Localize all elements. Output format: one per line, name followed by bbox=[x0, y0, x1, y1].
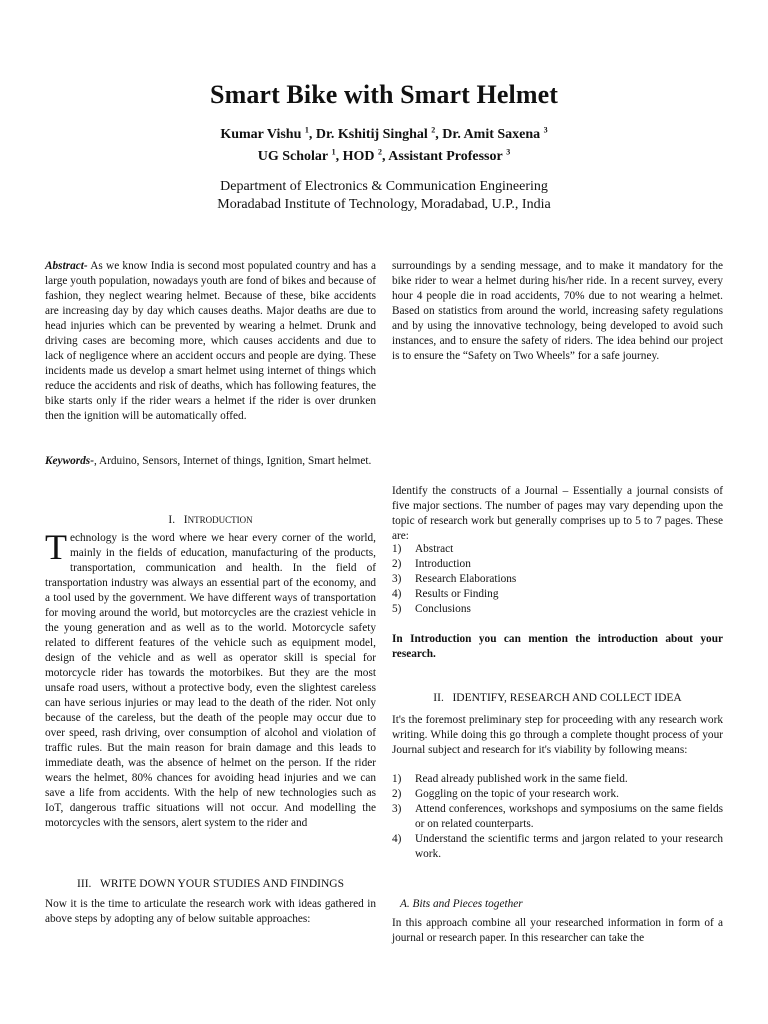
department: Department of Electronics & Communication Engineering bbox=[220, 179, 548, 194]
identify-research-paragraph: It's the foremost preliminary step for proceeding with any research work writing. While doing this go through a complete thought process of your Journal subject and research for it's viability by following means: bbox=[392, 714, 723, 756]
heading-initial: I bbox=[183, 514, 188, 526]
role-marker: 2 bbox=[378, 147, 383, 157]
list-item bbox=[392, 542, 723, 557]
section-title: WRITE DOWN YOUR STUDIES AND FINDINGS bbox=[100, 878, 344, 890]
institute: Moradabad Institute of Technology, Moradabad, U.P., India bbox=[217, 197, 551, 212]
list-item bbox=[392, 602, 723, 617]
introduction-paragraph bbox=[45, 527, 376, 831]
research-means-list bbox=[392, 772, 723, 862]
abstract-label: Abstract- bbox=[45, 260, 88, 272]
introduction-text: echnology is the word where we hear every corner of the world, mainly in the fields of education, manufacturing of the products, transportation, communication and health. In the field of transportation industry was always an essential part of the economy, and a tool used by the government. We have different ways of transportation for moving around the world, but motorcycles are the craziest vehicle in the young generation and as well as to the world. Motorcycle safety related to different features of the vehicle such as equipment model, design of the vehicle and as well as operator skill is special for motorcycle rider has towards the motorbikes. But they are the most unsafe road users, without a protective body, even the slightest careless can have serious injuries or may lead to the death of the rider. Not only because of the careless, but the death of the people may occur due to over speed, rash driving, over consumption of alcohol and violation of traffic rules. But the main reason for brain damage and this leads to immediate death, was the absence of helmet on the person. If the rider wears the helmet, 80% chances for avoiding head injuries and we can save a life from accidents. With the help of new technologies such as IoT, dangerous traffic situations will not occur. And modelling the motorcycles with the sensors, alert system to the rider and bbox=[45, 532, 376, 829]
keywords-text: , Arduino, Sensors, Internet of things, Ignition, Smart helmet. bbox=[93, 455, 372, 467]
sections-list bbox=[392, 542, 723, 617]
author-name: Dr. Kshitij Singhal bbox=[315, 127, 428, 142]
author-affiliation-marker: 3 bbox=[543, 125, 548, 135]
list-item bbox=[392, 832, 723, 862]
section-numeral: I. bbox=[168, 514, 176, 526]
continued-paragraph: surroundings by a sending message, and to make it mandatory for the bike rider to wear a helmet during his/her ride. In a recent survey, every hour 4 people die in road accidents, 70% due to not wearing a helmet. Based on statistics from around the world, increasing safety regulations and by using the innovative technology, being developed to avoid such instances, and to ensure the safety of riders. The idea behind our project is to ensure the “Safety on Two Wheels” for a safe journey. bbox=[392, 260, 723, 362]
list-text: Research Elaborations bbox=[415, 573, 517, 585]
abstract-text: As we know India is second most populated country and has a large youth population, nowadays youth are fond of bikes and because of fashion, they neglect wearing helmet. Because of these, bike accidents are increasing day by day which causes deaths. Major deaths are due to head injuries which can be prevented by wearing a helmet. Drunk and driving cases are becoming more, which causes accidents and due to lack of negligence where an accident occurs and people are dying. These incidents made us develop a smart helmet using internet of things which reduce the accidents and risk of deaths, which has following features, the bike starts only if the rider wears a helmet if the rider is over drunken then the ignition will be automatically offed. bbox=[45, 260, 376, 422]
author-roles-line: UG Scholar $^1$, HOD $^2$, Assistant Professor $^3$ bbox=[257, 147, 511, 164]
introduction-note: In Introduction you can mention the introduction about your research. bbox=[392, 633, 723, 660]
list-number: 4) bbox=[392, 833, 402, 845]
list-item bbox=[392, 772, 723, 787]
list-item bbox=[392, 802, 723, 832]
list-number: 1) bbox=[392, 543, 402, 555]
list-text: Abstract bbox=[415, 543, 454, 555]
list-text: Goggling on the topic of your research work. bbox=[415, 788, 619, 800]
list-item bbox=[392, 587, 723, 602]
list-number: 3) bbox=[392, 803, 402, 815]
list-number: 5) bbox=[392, 603, 402, 615]
section-title: IDENTIFY, RESEARCH AND COLLECT IDEA bbox=[452, 692, 682, 704]
list-text: Attend conferences, workshops and symposiums on the same fields or on related counterparts. bbox=[415, 803, 723, 830]
author-affiliation-marker: 1 bbox=[304, 125, 309, 135]
write-down-paragraph: Now it is the time to articulate the research work with ideas gathered in above steps by adopting any of below suitable approaches: bbox=[45, 898, 376, 925]
bits-paragraph: In this approach combine all your researched information in form of a journal or research paper. In this researcher can take the bbox=[392, 917, 723, 944]
section-heading-identify bbox=[392, 692, 723, 704]
author-role: HOD bbox=[342, 149, 375, 164]
list-text: Introduction bbox=[415, 558, 471, 570]
drop-cap: T bbox=[45, 527, 67, 567]
list-number: 3) bbox=[392, 573, 402, 585]
paper-title: Smart Bike with Smart Helmet bbox=[210, 80, 558, 109]
subsection-heading-bits: A. Bits and Pieces together bbox=[400, 898, 523, 910]
author-role: Assistant Professor bbox=[388, 149, 503, 164]
section-heading-write-down bbox=[45, 878, 376, 890]
author-name: Dr. Amit Saxena bbox=[442, 127, 541, 142]
heading-rest: NTRODUCTION bbox=[187, 515, 253, 525]
list-text: Read already published work in the same field. bbox=[415, 773, 628, 785]
keywords-label: Keywords- bbox=[45, 455, 94, 467]
list-number: 1) bbox=[392, 773, 402, 785]
list-number: 2) bbox=[392, 788, 402, 800]
identify-paragraph: Identify the constructs of a Journal – Essentially a journal consists of five major sections. The number of pages may vary depending upon the topic of research work but generally comprises up to 5 to 7 pages. These are: bbox=[392, 485, 723, 542]
section-numeral: II. bbox=[433, 692, 444, 704]
list-item bbox=[392, 787, 723, 802]
author-line: Kumar Vishu $^1$, Dr. Kshitij Singhal $^2$, Dr. Amit Saxena $^3$ bbox=[220, 125, 548, 142]
list-number: 4) bbox=[392, 588, 402, 600]
list-number: 2) bbox=[392, 558, 402, 570]
list-text: Conclusions bbox=[415, 603, 471, 615]
list-text: Results or Finding bbox=[415, 588, 499, 600]
abstract-paragraph bbox=[45, 259, 376, 424]
section-heading-introduction bbox=[45, 514, 376, 526]
author-affiliation-marker: 2 bbox=[431, 125, 436, 135]
author-name: Kumar Vishu bbox=[220, 127, 302, 142]
list-item bbox=[392, 572, 723, 587]
section-numeral: III. bbox=[77, 878, 92, 890]
role-marker: 1 bbox=[331, 147, 336, 157]
author-role: UG Scholar bbox=[257, 149, 329, 164]
keywords-paragraph bbox=[45, 454, 376, 469]
list-text: Understand the scientific terms and jargon related to your research work. bbox=[415, 833, 723, 860]
role-marker: 3 bbox=[506, 147, 511, 157]
list-item bbox=[392, 557, 723, 572]
